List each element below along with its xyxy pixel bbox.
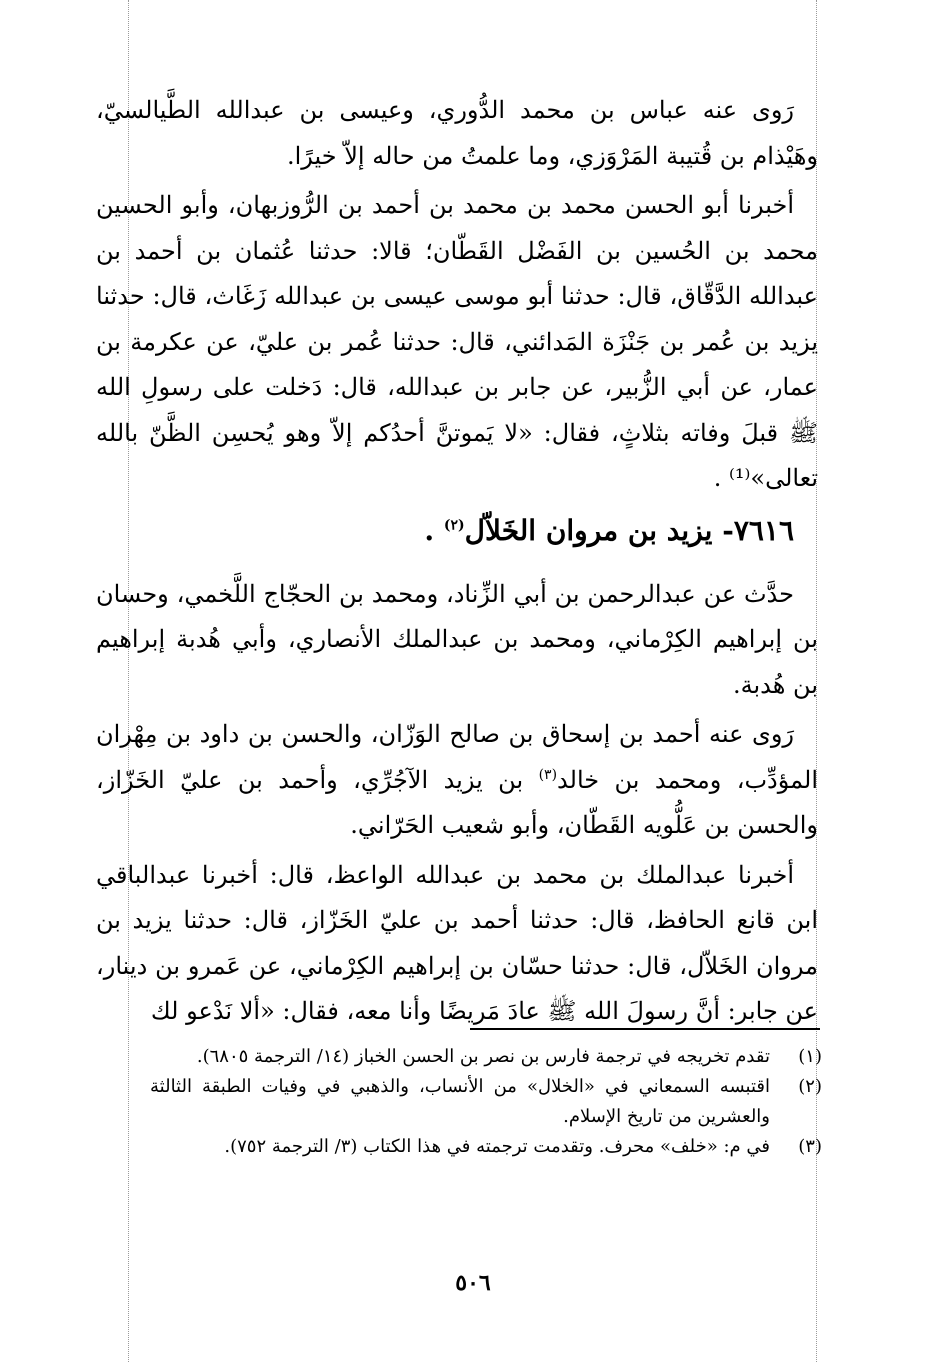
footnotes <box>150 1042 822 1162</box>
footnote-1 <box>150 1042 822 1072</box>
entry-heading-tail: . <box>424 513 444 547</box>
footnote-text: تقدم تخريجه في ترجمة فارس بن نصر بن الحسن الخباز (١٤/ الترجمة ٦٨٠٥). <box>196 1046 770 1067</box>
paragraph-narrators-2-part2: بن يزيد الآجُرِّي، وأحمد بن عليّ الخَزّاز، والحسن بن عَلُّويه القَطّان، وأبو شعيب الحَرّاني. <box>96 765 818 839</box>
paragraph-hadith-2: أخبرنا عبدالملك بن محمد بن عبدالله الواعظ، قال: أخبرنا عبدالباقي ابن قانع الحافظ، قال: حدثنا أحمد بن عليّ الخَزّاز، قال: حدثنا يزيد بن مروان الخَلاّل، قال: حدثنا حسّان بن إبراهيم الكِرْماني، عن عَمرو بن دينار، عن جابر: أنَّ رسولَ الله ﷺ عادَ مَريضًا وأنا معه، فقال: «ألا نَدْعو لك <box>96 860 818 1025</box>
entry-heading-title: ٧٦١٦- يزيد بن مروان الخَلاّل <box>464 513 794 547</box>
footnote-text: في م: «خلف» محرف. وتقدمت ترجمته في هذا الكتاب (٣/ الترجمة ٧٥٢). <box>224 1136 770 1157</box>
footnote-3 <box>150 1132 822 1162</box>
paragraph-narrators-2-part1: رَوى عنه أحمد بن إسحاق بن صالح الوَزّان، والحسن بن داود بن مِهْران المؤدِّب، ومحمد بن خالد <box>96 720 818 794</box>
paragraph-teachers: حدَّث عن عبدالرحمن بن أبي الزِّناد، ومحمد بن الحجّاج اللَّخمي، وحسان بن إبراهيم الكِرْماني، ومحمد بن عبدالملك الأنصاري، وأبي هُدبة إبراهيم بن هُدبة. <box>96 579 818 699</box>
footnote-ref-2: (٢) <box>443 517 465 534</box>
page-number: ٥٠٦ <box>455 1270 491 1296</box>
main-text <box>96 88 818 1039</box>
paragraph-narrators-2 <box>96 712 818 849</box>
footnote-ref-3: (٣) <box>538 766 558 783</box>
paragraph-narrators-1: رَوى عنه عباس بن محمد الدُّوري، وعيسى بن عبدالله الطَّيالسيّ، وهَيْذام بن قُتيبة المَرْوَزي، وما علمتُ من حاله إلاّ خيرًا. <box>96 96 818 170</box>
footnote-number: (٣) <box>798 1136 822 1157</box>
entry-heading <box>96 508 818 554</box>
footnote-2 <box>150 1072 822 1132</box>
footnote-text: اقتبسه السمعاني في «الخلال» من الأنساب، والذهبي في وفيات الطبقة الثالثة والعشرين من تاريخ الإسلام. <box>150 1076 770 1127</box>
paragraph-hadith-1: أخبرنا أبو الحسن محمد بن محمد بن أحمد بن الرُّوزبهان، وأبو الحسين محمد بن الحُسين بن الفَضْل القَطّان؛ قالا: حدثنا عُثمان بن أحمد بن عبدالله الدَّقّاق، قال: حدثنا أبو موسى عيسى بن عبدالله زَغَاث، قال: حدثنا يزيد بن عُمر بن جَنْزَة المَدائني، قال: حدثنا عُمر بن عليّ، عن عكرمة بن عمار، عن أبي الزُّبير، عن جابر بن عبدالله، قال: دَخلت على رسولِ الله ﷺ قبلَ وفاته بثلاثٍ، فقال: «لا يَموتنَّ أحدُكم إلاّ وهو يُحسِن الظَّنّ بالله تعالى»⁽¹⁾ . <box>96 191 818 492</box>
footnote-separator <box>470 1028 820 1030</box>
footnote-number: (٢) <box>798 1076 822 1097</box>
footnote-number: (١) <box>798 1046 822 1067</box>
